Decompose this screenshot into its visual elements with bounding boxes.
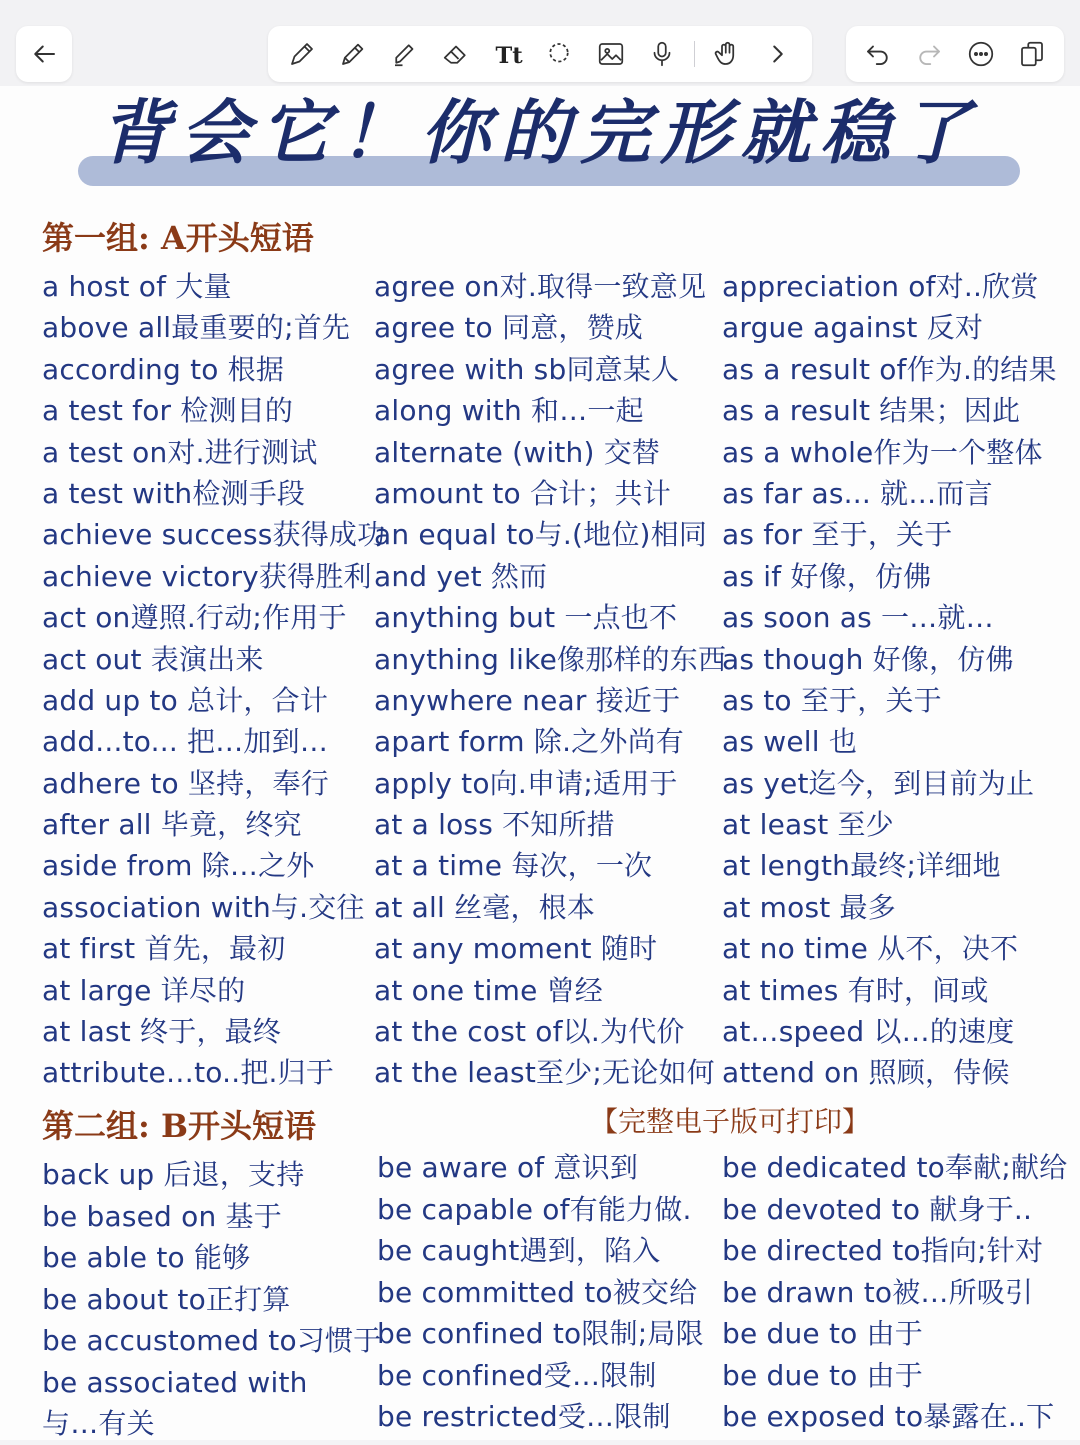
phrase-item: aside from 除…之外: [42, 849, 315, 883]
phrase-item: above all最重要的;首先: [42, 311, 351, 345]
phrase-item: be capable of有能力做.: [377, 1192, 692, 1226]
note-page: [0, 86, 1080, 1440]
phrase-item: at a time 每次，一次: [374, 849, 653, 883]
pen-icon[interactable]: [282, 34, 322, 74]
phrase-item: an equal to与.(地位)相同: [374, 518, 708, 552]
section-a-column-1: [42, 266, 385, 1094]
phrase-item: agree to 同意，赞成: [374, 311, 643, 345]
phrase-item: argue against 反对: [722, 311, 984, 345]
section-a-column-3: [722, 266, 1057, 1094]
phrase-item: at length最终;详细地: [722, 849, 1001, 883]
phrase-item: as soon as 一…就…: [722, 601, 994, 635]
phrase-item: be able to 能够: [42, 1241, 251, 1274]
phrase-item: as for 至于，关于: [722, 518, 953, 552]
redo-icon[interactable]: [909, 34, 949, 74]
phrase-item: as yet迄今，到目前为止: [722, 766, 1035, 800]
phrase-item: be dedicated to奉献;献给: [722, 1151, 1068, 1184]
phrase-item: attribute…to..把.归于: [42, 1056, 335, 1090]
phrase-item: association with与.交往: [42, 890, 365, 924]
phrase-item: be aware of 意识到: [377, 1151, 639, 1184]
phrase-item: agree with sb同意某人: [374, 352, 680, 386]
phrase-item: be confined受…限制: [377, 1358, 657, 1392]
lasso-icon[interactable]: [539, 34, 579, 74]
phrase-item: anything like像那样的东西: [374, 642, 727, 676]
undo-icon[interactable]: [858, 34, 898, 74]
phrase-item: adhere to 坚持，奉行: [42, 766, 329, 800]
phrase-item: a test with检测手段: [42, 476, 306, 510]
more-icon[interactable]: [961, 34, 1001, 74]
phrase-item: and yet 然而: [374, 559, 548, 593]
top-toolbar: [0, 0, 1080, 86]
phrase-item: attend on 照顾，侍候: [722, 1056, 1010, 1090]
phrase-item: at…speed 以…的速度: [722, 1015, 1015, 1049]
phrase-item: at first 首先，最初: [42, 932, 286, 966]
phrase-item: at a loss 不知所措: [374, 808, 615, 842]
phrase-item: act on遵照.行动;作用于: [42, 601, 347, 635]
phrase-item: at last 终于，最终: [42, 1015, 282, 1049]
section-a-heading: 第一组: A开头短语: [42, 219, 314, 257]
chevron-right-icon[interactable]: [758, 34, 798, 74]
phrase-item: be devoted to 献身于..: [722, 1192, 1033, 1226]
section-b-column-3: [722, 1147, 1067, 1438]
phrase-item: be about to正打算: [42, 1282, 291, 1316]
phrase-item: as a result of作为.的结果: [722, 352, 1057, 386]
section-b-column-1: [42, 1154, 381, 1445]
phrase-item: add...to... 把…加到…: [42, 725, 329, 759]
image-icon[interactable]: [591, 34, 631, 74]
phrase-item: be due to 由于: [722, 1358, 923, 1392]
phrase-item: be directed to指向;针对: [722, 1234, 1044, 1267]
arrow-left-icon: [24, 34, 64, 74]
phrase-item: add up to 总计，合计: [42, 683, 329, 717]
phrase-item: according to 根据: [42, 352, 285, 386]
phrase-item: at large 详尽的: [42, 973, 246, 1007]
phrase-item: at least 至少: [722, 808, 894, 842]
phrase-item: at all 丝毫，根本: [374, 890, 596, 924]
phrase-item: anything but 一点也不: [374, 601, 678, 635]
phrase-item: at most 最多: [722, 890, 896, 924]
phrase-item: be caught遇到，陷入: [377, 1234, 661, 1267]
phrase-item: be based on 基于: [42, 1199, 282, 1233]
phrase-item: appreciation of对..欣赏: [722, 270, 1039, 303]
phrase-item: as if 好像，仿佛: [722, 559, 932, 593]
phrase-item: at the cost of以.为代价: [374, 1015, 685, 1049]
phrase-item: agree on对.取得一致意见: [374, 270, 707, 303]
printable-note: 【完整电子版可打印】: [590, 1105, 871, 1138]
phrase-item: be exposed to暴露在..下: [722, 1400, 1055, 1433]
phrase-item: apply to向.申请;适用于: [374, 766, 678, 800]
phrase-item: as though 好像，仿佛: [722, 642, 1014, 676]
phrase-item: be committed to被交给: [377, 1275, 698, 1309]
phrase-item: back up 后退，支持: [42, 1158, 305, 1191]
microphone-icon[interactable]: [642, 34, 682, 74]
title-banner: [0, 86, 1080, 196]
phrase-item: as well 也: [722, 725, 858, 759]
phrase-item: as a result 结果；因此: [722, 394, 1021, 428]
phrase-item: be accustomed to习惯于: [42, 1324, 382, 1357]
phrase-item: at no time 从不，决不: [722, 932, 1019, 966]
phrase-item: act out 表演出来: [42, 642, 264, 676]
phrase-item: at the least至少;无论如何: [374, 1056, 715, 1090]
section-b-column-2: [377, 1147, 704, 1438]
pages-icon[interactable]: [1012, 34, 1052, 74]
gesture-hand-icon[interactable]: [707, 34, 747, 74]
phrase-item: be restricted受…限制: [377, 1400, 671, 1433]
phrase-item: a test on对.进行测试: [42, 435, 318, 469]
pencil-icon[interactable]: [333, 34, 373, 74]
phrase-item: after all 毕竟，终究: [42, 808, 302, 842]
phrase-item: be associated with: [42, 1365, 308, 1399]
phrase-item: anywhere near 接近于: [374, 683, 681, 717]
phrase-item: apart form 除.之外尚有: [374, 725, 684, 759]
phrase-item: be confined to限制;局限: [377, 1317, 704, 1350]
phrase-item: 与…有关: [42, 1407, 155, 1440]
phrase-item: a host of 大量: [42, 270, 232, 303]
phrase-item: along with 和…一起: [374, 394, 644, 428]
phrase-item: as to 至于，关于: [722, 683, 942, 717]
toolbar-separator: [694, 41, 695, 67]
phrase-item: amount to 合计；共计: [374, 476, 671, 510]
phrase-item: at any moment 随时: [374, 932, 658, 966]
highlighter-icon[interactable]: [385, 34, 425, 74]
phrase-item: be drawn to被…所吸引: [722, 1275, 1034, 1309]
phrase-item: alternate (with) 交替: [374, 435, 661, 469]
phrase-item: a test for 检测目的: [42, 394, 294, 428]
phrase-item: at one time 曾经: [374, 973, 604, 1007]
eraser-icon[interactable]: [436, 34, 476, 74]
svg-text:Tt: Tt: [495, 42, 523, 69]
phrase-item: as a whole作为一个整体: [722, 435, 1043, 469]
section-b-heading: 第二组: B开头短语: [42, 1107, 317, 1145]
back-button[interactable]: [16, 26, 72, 82]
text-tool-icon[interactable]: [488, 34, 528, 74]
phrase-item: achieve success获得成功: [42, 518, 386, 552]
drawing-tools-bar: [268, 26, 812, 82]
phrase-item: be due to 由于: [722, 1317, 923, 1350]
phrase-item: at times 有时，间或: [722, 973, 989, 1007]
phrase-item: achieve victory获得胜利: [42, 559, 372, 593]
phrase-item: as far as... 就…而言: [722, 476, 993, 510]
document-actions-bar: [846, 26, 1064, 82]
page-title: 背会它！你的完形就稳了: [100, 91, 980, 174]
section-a-column-2: [374, 266, 726, 1094]
